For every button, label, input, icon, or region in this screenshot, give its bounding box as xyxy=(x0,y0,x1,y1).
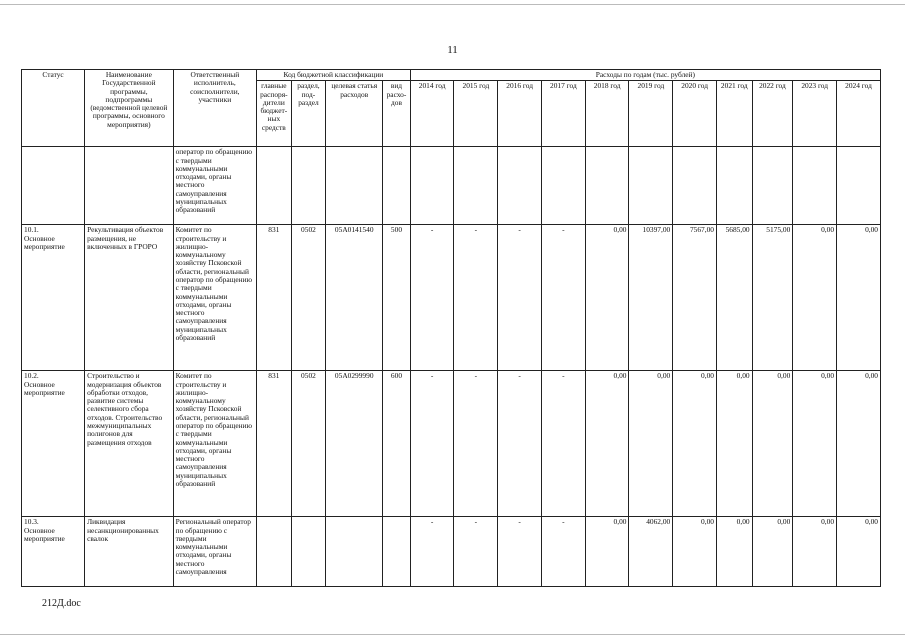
cell-value: - xyxy=(541,517,585,587)
cell-value: 0,00 xyxy=(629,371,673,517)
table-row xyxy=(22,225,881,371)
cell-value xyxy=(498,147,542,225)
cell-value xyxy=(716,147,752,225)
header-kbk-target: целевая статья расходов xyxy=(326,81,383,147)
cell-value: 0,00 xyxy=(673,371,717,517)
cell-value: 4062,00 xyxy=(629,517,673,587)
cell-status: 10.2. Основное мероприятие xyxy=(22,371,85,517)
cell-value xyxy=(541,147,585,225)
cell-value: 0,00 xyxy=(673,517,717,587)
cell-status: 10.1. Основное мероприятие xyxy=(22,225,85,371)
header-kbk-grbs: главные распоря-дители бюджет-ных средств xyxy=(257,81,292,147)
cell-value: 0,00 xyxy=(585,517,629,587)
header-year: 2020 год xyxy=(673,81,717,147)
header-year: 2021 год xyxy=(716,81,752,147)
cell-value xyxy=(673,147,717,225)
cell-value xyxy=(837,147,881,225)
cell-value: 0,00 xyxy=(716,517,752,587)
header-year: 2022 год xyxy=(752,81,793,147)
header-year: 2014 год xyxy=(410,81,454,147)
cell-status xyxy=(22,147,85,225)
header-year: 2024 год xyxy=(837,81,881,147)
cell-value: 0,00 xyxy=(793,371,837,517)
cell-value: - xyxy=(454,371,498,517)
cell-type xyxy=(383,517,411,587)
cell-value: - xyxy=(454,517,498,587)
cell-value: - xyxy=(454,225,498,371)
cell-name: Рекультивация объектов размещения, не включенных в ГРОРО xyxy=(85,225,174,371)
cell-section: 0502 xyxy=(291,225,326,371)
cell-section: 0502 xyxy=(291,371,326,517)
cell-type: 500 xyxy=(383,225,411,371)
cell-target xyxy=(326,147,383,225)
scan-edge-bottom xyxy=(0,634,905,635)
cell-grbs: 831 xyxy=(257,371,292,517)
cell-value xyxy=(585,147,629,225)
cell-value: 10397,00 xyxy=(629,225,673,371)
cell-value: - xyxy=(541,225,585,371)
cell-grbs xyxy=(257,517,292,587)
cell-type: 600 xyxy=(383,371,411,517)
cell-executor: Комитет по строительству и жилищно-коммунальному хозяйству Псковской области, региональный оператор по обращению с твердыми коммунальными отходами, органы местного самоуправления муниципальных образований xyxy=(173,225,256,371)
cell-value: - xyxy=(498,517,542,587)
cell-value: - xyxy=(410,225,454,371)
cell-value: - xyxy=(410,371,454,517)
header-year: 2016 год xyxy=(498,81,542,147)
header-year: 2023 год xyxy=(793,81,837,147)
cell-section xyxy=(291,147,326,225)
cell-value: 5685,00 xyxy=(716,225,752,371)
cell-value: 0,00 xyxy=(837,517,881,587)
scan-edge-top xyxy=(0,4,905,5)
cell-value: 0,00 xyxy=(752,517,793,587)
cell-name: Строительство и модернизация объектов обработки отходов, развитие системы селективного сбора отходов. Строительство межмуниципальных полигонов для размещения отходов xyxy=(85,371,174,517)
cell-value: 0,00 xyxy=(585,371,629,517)
cell-value xyxy=(629,147,673,225)
cell-value: - xyxy=(410,517,454,587)
cell-section xyxy=(291,517,326,587)
cell-value: 5175,00 xyxy=(752,225,793,371)
cell-value: 0,00 xyxy=(585,225,629,371)
cell-value: - xyxy=(498,225,542,371)
cell-grbs: 831 xyxy=(257,225,292,371)
header-name: Наименование Государственной программы, подпрограммы (ведомственной целевой программы, основного мероприятия) xyxy=(85,70,174,147)
cell-value xyxy=(454,147,498,225)
header-executor: Ответственный исполнитель, соисполнители, участники xyxy=(173,70,256,147)
cell-value: 0,00 xyxy=(793,517,837,587)
cell-executor: Комитет по строительству и жилищно-коммунальному хозяйству Псковской области, региональный оператор по обращению с твердыми коммунальными отходами, органы местного самоуправления муниципальных образований xyxy=(173,371,256,517)
cell-name xyxy=(85,147,174,225)
cell-name: Ликвидация несанкционированных свалок xyxy=(85,517,174,587)
header-kbk-section: раздел, под-раздел xyxy=(291,81,326,147)
cell-value: - xyxy=(498,371,542,517)
cell-value: 0,00 xyxy=(837,225,881,371)
cell-executor: Региональный оператор по обращению с твердыми коммунальными отходами, органы местного самоуправления xyxy=(173,517,256,587)
header-kbk-type: вид расхо-дов xyxy=(383,81,411,147)
header-year: 2019 год xyxy=(629,81,673,147)
table-row xyxy=(22,371,881,517)
table-row xyxy=(22,517,881,587)
cell-status: 10.3. Основное мероприятие xyxy=(22,517,85,587)
cell-grbs xyxy=(257,147,292,225)
header-expenses: Расходы по годам (тыс. рублей) xyxy=(410,70,880,81)
page-number: 11 xyxy=(447,44,458,56)
cell-value xyxy=(410,147,454,225)
cell-type xyxy=(383,147,411,225)
header-status: Статус xyxy=(22,70,85,147)
cell-value: 0,00 xyxy=(837,371,881,517)
budget-table xyxy=(21,69,881,587)
cell-target: 05А0141540 xyxy=(326,225,383,371)
cell-value: 0,00 xyxy=(752,371,793,517)
cell-value xyxy=(793,147,837,225)
cell-value: 0,00 xyxy=(716,371,752,517)
header-year: 2017 год xyxy=(541,81,585,147)
cell-value: 0,00 xyxy=(793,225,837,371)
cell-target xyxy=(326,517,383,587)
footer-filename: 212Д.doc xyxy=(42,598,81,609)
header-year: 2018 год xyxy=(585,81,629,147)
cell-target: 05А0299990 xyxy=(326,371,383,517)
cell-value: 7567,00 xyxy=(673,225,717,371)
cell-value: - xyxy=(541,371,585,517)
cell-executor: оператор по обращению с твердыми коммунальными отходами, органы местного самоуправления муниципальных образований xyxy=(173,147,256,225)
header-kbk: Код бюджетной классификации xyxy=(257,70,411,81)
cell-value xyxy=(752,147,793,225)
header-year: 2015 год xyxy=(454,81,498,147)
table-row xyxy=(22,147,881,225)
